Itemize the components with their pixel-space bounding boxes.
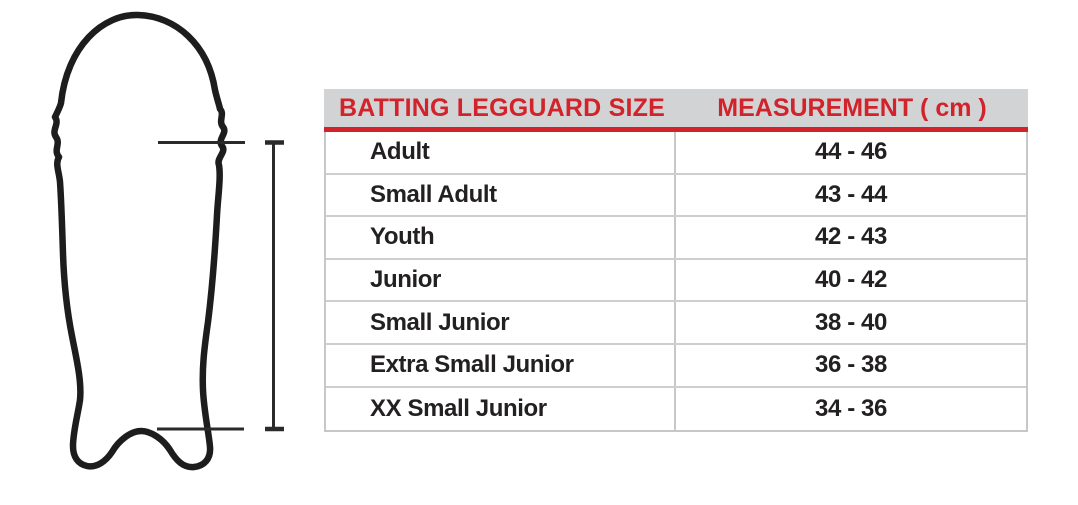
table-row xyxy=(326,175,1026,218)
size-cell: Youth xyxy=(326,217,676,258)
size-cell: Small Junior xyxy=(326,302,676,343)
table-row xyxy=(326,302,1026,345)
measurement-cell: 38 - 40 xyxy=(815,308,887,336)
table-row xyxy=(326,345,1026,388)
size-cell: Small Adult xyxy=(326,175,676,216)
column-header-measurement: MEASUREMENT ( cm ) xyxy=(717,93,987,122)
size-cell: Extra Small Junior xyxy=(326,345,676,386)
size-cell: Junior xyxy=(326,260,676,301)
size-chart-table xyxy=(324,89,1028,432)
measurement-cell: 34 - 36 xyxy=(815,394,887,422)
measurement-cell: 42 - 43 xyxy=(815,223,887,251)
size-cell: XX Small Junior xyxy=(326,388,676,431)
table-row xyxy=(326,217,1026,260)
measurement-cell: 40 - 42 xyxy=(815,266,887,294)
table-row xyxy=(326,260,1026,303)
table-row xyxy=(326,388,1026,431)
size-cell: Adult xyxy=(326,132,676,173)
measurement-cell: 44 - 46 xyxy=(815,138,887,166)
column-header-size: BATTING LEGGUARD SIZE xyxy=(339,93,665,122)
measurement-cell: 43 - 44 xyxy=(815,180,887,208)
table-body xyxy=(324,132,1028,432)
measurement-cell: 36 - 38 xyxy=(815,351,887,379)
table-row xyxy=(326,132,1026,175)
legguard-diagram xyxy=(0,0,310,505)
table-header-row xyxy=(324,89,1028,127)
legguard-outline xyxy=(54,15,224,467)
